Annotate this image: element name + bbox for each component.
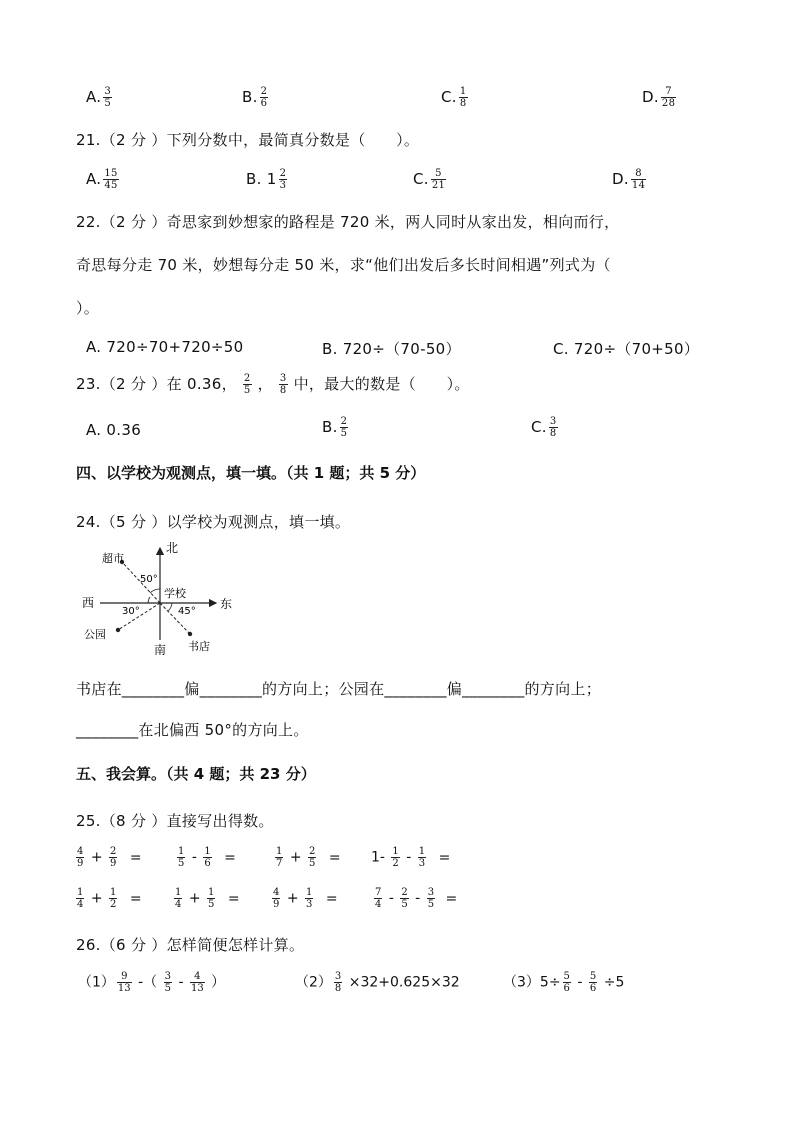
q22-option-a: A. 720÷70+720÷50 (86, 338, 244, 356)
park-dot (116, 628, 120, 632)
q25-expr-2: $\frac{1}{5}$ - $\frac{1}{6}$ = (178, 846, 236, 869)
fraction: $\frac{3}{8}$ (279, 373, 287, 396)
fraction: $\frac{5}{6}$ (563, 971, 570, 994)
fraction: $\frac{3}{8}$ (334, 971, 342, 994)
q25-stem: 25.（8 分 ）直接写出得数。 (76, 812, 274, 830)
q23-option-a: A. 0.36 (86, 421, 142, 439)
q26-stem: 26.（6 分 ）怎样简便怎样计算。 (76, 936, 305, 954)
fraction: $\frac{1}{8}$ (459, 86, 467, 109)
q26-problem-2: （2） $\frac{3}{8}$ ×32+0.625×32 (295, 971, 460, 994)
fraction: $\frac{3}{8}$ (549, 416, 557, 439)
q21-stem: 21.（2 分 ）下列分数中，最简真分数是（ ）。 (76, 131, 420, 149)
fraction: $\frac{1}{5}$ (208, 887, 215, 910)
q25-expr-1: $\frac{4}{9}$ + $\frac{2}{9}$ = (77, 846, 142, 869)
label-north: 北 (166, 541, 179, 555)
section-4-heading: 四、以学校为观测点，填一填。（共 1 题；共 5 分） (76, 464, 426, 482)
fraction: $\frac{1}{2}$ (392, 846, 399, 869)
section-5-heading: 五、我会算。（共 4 题；共 23 分） (76, 765, 316, 783)
q21-option-c: C. $\frac{5}{21}$ (413, 168, 446, 191)
option-label: B. (242, 88, 258, 106)
option-label: C. (441, 88, 457, 106)
fraction: $\frac{3}{5}$ (164, 971, 171, 994)
bookstore-dot (188, 632, 192, 636)
angle-arc-se (168, 603, 172, 611)
fraction: $\frac{3}{5}$ (427, 887, 435, 910)
fraction: $\frac{2}{9}$ (110, 846, 117, 869)
fraction: $\frac{1}{3}$ (418, 846, 426, 869)
q25-expr-4: 1- $\frac{1}{2}$ - $\frac{1}{3}$ = (371, 846, 451, 869)
q25-expr-5: $\frac{1}{4}$ + $\frac{1}{2}$ = (77, 887, 142, 910)
fraction: $\frac{4}{13}$ (190, 971, 204, 994)
fraction: $\frac{1}{4}$ (175, 887, 182, 910)
fraction: $\frac{2}{3}$ (279, 168, 287, 191)
fraction: $\frac{2}{6}$ (260, 86, 268, 109)
fraction: $\frac{2}{5}$ (340, 416, 348, 439)
direction-diagram (78, 540, 238, 658)
fraction: $\frac{4}{9}$ (273, 887, 280, 910)
q26-problem-1: （1） $\frac{9}{13}$ -（ $\frac{3}{5}$ - $\frac{4}{13}$ ） (78, 971, 226, 994)
angle-sw: 30° (122, 606, 140, 617)
fraction: $\frac{9}{13}$ (117, 971, 131, 994)
fraction: $\frac{4}{9}$ (77, 846, 84, 869)
label-bookstore: 书店 (188, 640, 210, 653)
fraction: $\frac{15}{45}$ (104, 168, 118, 191)
q20-option-a (86, 86, 114, 109)
label-school: 学校 (164, 587, 186, 600)
q21-option-a: A. $\frac{15}{45}$ (86, 168, 118, 191)
q25-expr-8: $\frac{7}{4}$ - $\frac{2}{5}$ - $\frac{3}{5}$ = (375, 887, 458, 910)
angle-nw: 50° (140, 574, 158, 585)
q21-option-d: D. $\frac{8}{14}$ (612, 168, 646, 191)
q20-option-b (242, 86, 270, 109)
fraction: $\frac{1}{7}$ (276, 846, 283, 869)
fraction: $\frac{1}{5}$ (178, 846, 185, 869)
q25-expr-7: $\frac{4}{9}$ + $\frac{1}{3}$ = (273, 887, 338, 910)
q20-option-c (441, 86, 470, 109)
q23-option-c: C. $\frac{3}{8}$ (531, 416, 557, 439)
angle-arc-nw (150, 589, 160, 593)
q22-option-c: C. 720÷（70+50） (553, 340, 700, 358)
fraction: $\frac{7}{28}$ (661, 86, 676, 109)
q24-stem: 24.（5 分 ）以学校为观测点，填一填。 (76, 513, 351, 531)
q21-option-b: B. 1 $\frac{2}{3}$ (246, 168, 287, 191)
q25-expr-6: $\frac{1}{4}$ + $\frac{1}{5}$ = (175, 887, 240, 910)
label-east: 东 (220, 597, 233, 611)
option-label: D. (642, 88, 659, 106)
angle-arc-sw (148, 597, 150, 603)
fraction: $\frac{8}{14}$ (631, 168, 646, 191)
fraction: $\frac{2}{5}$ (243, 373, 251, 396)
angle-se: 45° (178, 606, 196, 617)
q22-stem-line3: ）。 (76, 299, 100, 317)
q22-stem-line2: 奇思每分走 70 米，妙想每分走 50 米，求“他们出发后多长时间相遇”列式为（ (76, 256, 611, 274)
fraction: $\frac{1}{2}$ (110, 887, 117, 910)
q26-problem-3: （3）5÷ $\frac{5}{6}$ - $\frac{5}{6}$ ÷5 (503, 971, 625, 994)
fraction: $\frac{3}{5}$ (104, 86, 112, 109)
fraction: $\frac{1}{3}$ (306, 887, 313, 910)
fraction: $\frac{2}{5}$ (309, 846, 316, 869)
fraction: $\frac{5}{21}$ (431, 168, 446, 191)
q24-fill-line1: 书店在________偏________的方向上；公园在________偏________的方向上； (76, 680, 602, 698)
fraction: $\frac{2}{5}$ (401, 887, 408, 910)
label-park: 公园 (84, 628, 106, 641)
fraction: $\frac{5}{6}$ (589, 971, 597, 994)
label-supermarket: 超市 (102, 552, 124, 565)
fraction: $\frac{1}{6}$ (204, 846, 211, 869)
label-west: 西 (82, 596, 95, 610)
q23-stem: 23.（2 分 ）在 0.36， $\frac{2}{5}$ ， $\frac{3}{8}$ 中，最大的数是（ ）。 (76, 373, 470, 396)
fraction: $\frac{1}{4}$ (77, 887, 84, 910)
q22-stem-line1: 22.（2 分 ）奇思家到妙想家的路程是 720 米，两人同时从家出发，相向而行， (76, 213, 620, 231)
option-label: A. (86, 88, 102, 106)
q22-option-b: B. 720÷（70-50） (322, 340, 461, 358)
q20-option-d (642, 86, 678, 109)
q25-expr-3: $\frac{1}{7}$ + $\frac{2}{5}$ = (276, 846, 341, 869)
fraction: $\frac{7}{4}$ (375, 887, 382, 910)
q23-option-b: B. $\frac{2}{5}$ (322, 416, 348, 439)
label-south: 南 (154, 643, 167, 657)
q24-fill-line2: ________在北偏西 50°的方向上。 (76, 721, 309, 739)
